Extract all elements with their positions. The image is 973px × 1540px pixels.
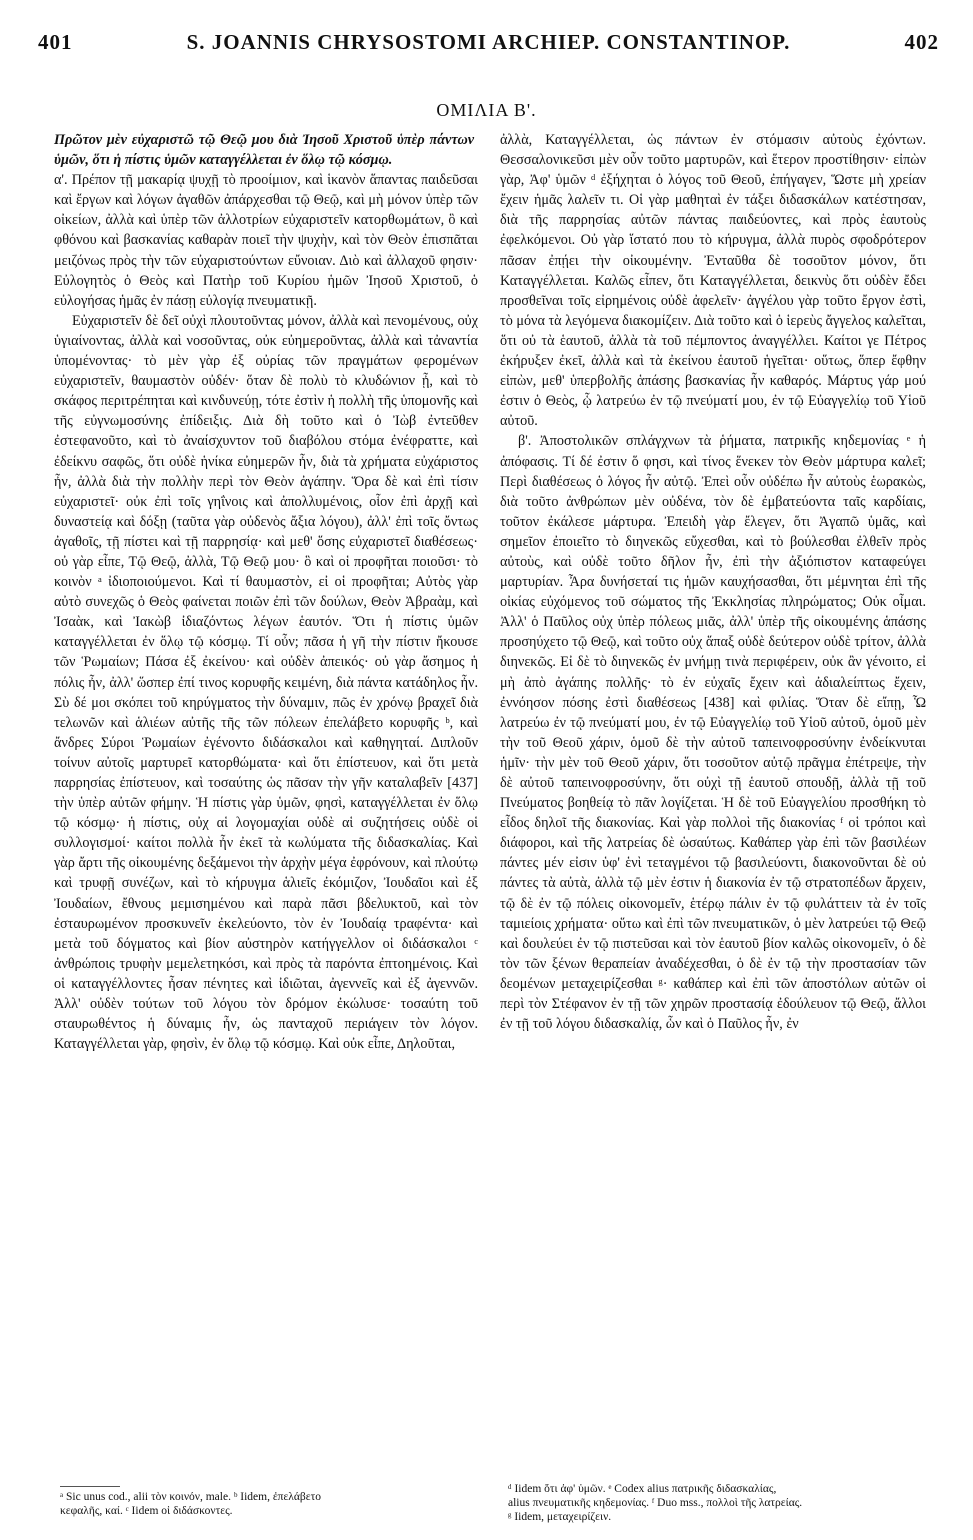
paragraph-beta: β'. Ἀποστολικῶν σπλάγχνων τὰ ῥήματα, πατρικῆς κηδεμονίας ᵉ ἡ ἀπόφασις. Τί δέ ἐστιν ὅ φησι, καὶ τίνος ἕνεκεν τὸν Θεὸν μάρτυρα καλεῖ; Περὶ διαθέσεως ὁ λόγος ἦν αὐτῷ. Ἐπεὶ οὖν οὐδέπω ἦν αὐτοὺς ἑωρακὼς, διὰ τοῦτο ἀνθρώπων μὲν οὐδένα, τὸν δὲ ἐμβατεύοντα ταῖς καρδίαις, τοῦτον ἐκάλεσε μάρτυρα. Ἐπειδὴ γὰρ ἔλεγεν, ὅτι Ἀγαπῶ ὑμᾶς, καὶ σημεῖον ἐποιεῖτο τὸ διηνεκῶς εὔχεσθαι, καὶ τὸ βούλεσθαι ἐλθεῖν πρὸς αὐτοὺς, καὶ οὐδὲ τοῦτο δῆλον ἦν, ἐπὶ τὴν ἀξιόπιστον καταφεύγει μαρτυρίαν. Ἆρα δυνήσεταί τις ἡμῶν καυχήσασθαι, ὅτι μέμνηται ἐπὶ τῆς οἰκίας εὐχόμενος τοῦ σώματος τῆς Ἐκκλησίας πληρώματος; Οὐκ οἶμαι. Ἀλλ' ὁ Παῦλος οὐχ ὑπὲρ πόλεως μιᾶς, ἀλλ' ὑπὲρ τῆς οἰκουμένης ἁπάσης προσηύχετο τῷ Θεῷ, καὶ τοῦτο οὐχ ἅπαξ οὐδὲ δεύτερον οὐδὲ τρίτον, ἀλλὰ διηνεκῶς. Εἰ δὲ τὸ διηνεκῶς ἐν μνήμῃ τινὰ περιφέρειν, οὐκ ἂν γένοιτο, εἰ μὴ ἀπὸ ἀγάπης πολλῆς· τὸ ἐν εὐχαῖς ἔχειν καὶ ἀδιαλείπτως ἔχειν, ἐννόησον πόσης ἐστὶ διαθέσεως [438] καὶ φιλίας. Ὅταν δὲ εἴπῃ, Ὧ λατρεύω ἐν τῷ πνεύματί μου, ἐν τῷ Εὐαγγελίῳ τοῦ Υἱοῦ αὐτοῦ, ὁμοῦ μὲν τὴν τοῦ Θεοῦ χάριν, ὁμοῦ δὲ τὴν αὐτοῦ ταπεινοφροσύνην ἐνδείκνυται ἡμῖν· τὴν μὲν τοῦ Θεοῦ χάριν, ὅτι τοσοῦτον αὐτῷ πρᾶγμα ἐπέτρεψε, τὴν δὲ αὐτοῦ ταπεινοφροσύνην, ὅτι οὐχὶ τῇ ἑαυτοῦ σπουδῇ, ἀλλὰ τῇ τοῦ Πνεύματος βοηθείᾳ τὸ πᾶν λογίζεται. Ἡ δὲ τοῦ Εὐαγγελίου προσθήκη τὸ εἶδος δηλοῖ τῆς διακονίας. Καὶ γὰρ πολλοὶ τῆς διακονίας ᶠ οἱ τρόποι καὶ διάφοροι, καὶ τῆς λατρείας δὲ ὡσαύτως. Καθάπερ γὰρ ἐπὶ τῶν βασιλέων πάντες μέν εἰσιν ὑφ' ἑνὶ τεταγμένοι τῷ βασιλεύοντι, διακονοῦνται δὲ οὐ πάντες τὰ αὐτὰ, ἀλλὰ τῷ μὲν ἐστιν ἡ διακονία ἐν τῷ στρατοπέδων ἄρχειν, τῷ δὲ ἐν τῷ πόλεις οἰκονομεῖν, ἑτέρῳ πάλιν ἐν τῷ φυλάττειν τὰ ἐν τοῖς ταμιείοις χρήματα· οὕτω καὶ ἐπὶ τῶν πνευματικῶν, ὁ μὲν λατρεύει τῷ Θεῷ καὶ δουλεύει ἐν τῷ πιστεῦσαι καὶ τὸν ἑαυτοῦ βίον καλῶς οἰκονομεῖν, ὁ δὲ τὸν τῶν ξένων θεραπείαν ἀναδέχεσθαι, ὁ δὲ ἐν τῷ τὴν προστασίαν τῶν δεομένων μεταχειρίζεσθαι ᵍ· καθάπερ καὶ ἐπὶ τῶν ἀποστόλων αὐτῶν οἱ περὶ τὸν Στέφανον ἐν τῇ τῶν χηρῶν προστασίᾳ ἐδούλευον τῷ Θεῷ, ἄλλοι ἐν τῇ τοῦ λόγου διδασκαλίᾳ, ὧν καὶ ὁ Παῦλος ἦν, ἐν	[500, 433, 926, 1033]
right-column	[500, 130, 926, 1034]
paragraph-continued: ἀλλὰ, Καταγγέλλεται, ὡς πάντων ἐν στόμασιν αὐτοὺς ἐχόντων. Θεσσαλονικεῦσι μὲν οὖν τοῦτο μαρτυρῶν, καὶ ἕτερον προστίθησιν· εἰπὼν γὰρ, Ἀφ' ὑμῶν ᵈ ἐξήχηται ὁ λόγος τοῦ Θεοῦ, ἐπήγαγεν, Ὥστε μὴ χρείαν ἔχειν ἡμᾶς λαλεῖν τι. Οἱ γὰρ μαθηταὶ ἐν τάξει διδασκάλων κατέστησαν, διὰ τῆς παρρησίας αὐτῶν πάντας παιδεύοντες, καὶ πρὸς ἑαυτοὺς ἐφελκόμενοι. Οὐ γὰρ ἵστατό που τὸ κήρυγμα, ἀλλὰ πυρὸς σφοδρότερον πᾶσαν ἐπῄει τὴν οἰκουμένην. Ἐνταῦθα δὲ τοσοῦτον μόνον, ὅτι Καταγγέλλεται. Καλῶς εἶπεν, ὅτι Καταγγέλλεται, δεικνὺς ὅτι οὐδὲν ἔδει προσθεῖναι τοῖς εἰρημένοις οὐδὲ ἀφελεῖν· ἀγγέλου γὰρ τοῦτο ἔργον ἐστὶ, τὸ μόνα τὰ λεγόμενα διακομίζειν. Διὰ τοῦτο καὶ ὁ ἱερεὺς ἄγγελος καλεῖται, ὅτι οὐ τὰ ἑαυτοῦ, ἀλλὰ τὰ τοῦ πέμποντος ἀναγγέλλει. Καίτοι γε Πέτρος ἐκήρυξεν ἐκεῖ, ἀλλὰ καὶ τὰ ἐκείνου ἑαυτοῦ ἡγεῖται· οὕτως, ὅπερ ἔφθην εἰπὼν, μεθ' ὑπερβολῆς ἁπάσης βασκανίας ἦν καθαρός. Μάρτυς γάρ μού ἐστιν ὁ Θεὸς, ᾧ λατρεύω ἐν τῷ πνεύματί μου, ἐν τῷ Εὐαγγελίῳ τοῦ Υἱοῦ αὐτοῦ.	[500, 132, 926, 430]
footnotes-right	[508, 1482, 928, 1524]
footnote-line: ᵃ Sic unus cod., alii τὸν κοινόν, male. ᵇ Iidem, ἐπελάβετο	[60, 1491, 321, 1503]
paragraph-alpha: α'. Πρέπον τῇ μακαρίᾳ ψυχῇ τὸ προοίμιον, καὶ ἱκανὸν ἅπαντας παιδεῦσαι καὶ ἔργων καὶ λόγων ἀγαθῶν ἀπάρχεσθαι τῷ Θεῷ, καὶ μὴ μόνον ὑπὲρ τῶν οἰκείων, ἀλλὰ καὶ ὑπὲρ τῶν ἀλλοτρίων εὐχαριστεῖν κατορθωμάτων, ὃ καὶ φθόνου καὶ βασκανίας καθαρὰν ποιεῖ τὴν ψυχὴν, καὶ τὸν Θεὸν ἐπισπᾶται μειζόνως πρὸς τὴν τῶν εὐχαριστούντων εὔνοιαν. Διὸ καὶ ἀλλαχοῦ φησιν· Εὐλογητὸς ὁ Θεὸς καὶ Πατὴρ τοῦ Κυρίου ἡμῶν Ἰησοῦ Χριστοῦ, ὁ εὐλογήσας ἡμᾶς ἐν πάσῃ εὐλογίᾳ πνευματικῇ.	[54, 172, 478, 309]
left-column	[54, 130, 478, 1054]
footnote-line: ᵈ Iidem ὅτι ἀφ' ὑμῶν. ᵉ Codex alius πατρικῆς διδασκαλίας,	[508, 1483, 777, 1495]
paragraph-thanksgiving: Εὐχαριστεῖν δὲ δεῖ οὐχὶ πλουτοῦντας μόνον, ἀλλὰ καὶ πενομένους, οὐχ ὑγιαίνοντας, ἀλλὰ καὶ νοσοῦντας, οὐκ εὐημεροῦντας, ἀλλὰ καὶ τἀναντία ὑπομένοντας· τὸ μὲν γὰρ ἐξ οὐρίας τῶν πραγμάτων φερομένων εὐχαριστεῖν, θαυμαστὸν οὐδέν· ὅταν δὲ πολὺ τὸ κλυδώνιον ᾖ, καὶ τὸ σκάφος περιτρέπηται καὶ κινδυνεύῃ, τότε ἐστὶν ἡ πολλὴ τῆς ὑπομονῆς καὶ τῆς εὐγνωμοσύνης ἐπίδειξις. Διὰ δὴ τοῦτο καὶ ὁ Ἰὼβ ἐντεῦθεν ἐστεφανοῦτο, καὶ τὸ ἀναίσχυντον τοῦ διαβόλου στόμα ἐνέφραττε, καὶ ἐδείκνυ σαφῶς, ὅτι οὐδὲ ἡνίκα εὐημερῶν ἦν, διὰ τὰ χρήματα εὐχάριστος ἦν, ἀλλὰ διὰ τὴν πολλὴν περὶ τὸν Θεὸν ἀγάπην. Ὅρα δὲ καὶ ἐπὶ τίσιν εὐχαριστεῖ· οὐκ ἐπὶ τοῖς γηΐνοις καὶ ἀπολλυμένοις, οἷον ἐπὶ ἀρχῇ καὶ δυναστείᾳ καὶ δόξῃ (ταῦτα γὰρ οὐδενὸς ἄξια λόγου), ἀλλ' ἐπὶ τοῖς ὄντως ἀγαθοῖς, τῇ πίστει καὶ τῇ παρρησίᾳ· καὶ μεθ' ὅσης εὐχαριστεῖ διαθέσεως· οὐ γὰρ εἶπε, Τῷ Θεῷ, ἀλλὰ, Τῷ Θεῷ μου· ὃ καὶ οἱ προφῆται ποιοῦσι· τὸ κοινὸν ᵃ ἰδιοποιούμενοι. Καὶ τί θαυμαστὸν, εἰ οἱ προφῆται; Αὐτὸς γὰρ αὐτὸ συνεχῶς ὁ Θεὸς φαίνεται ποιῶν ἐπὶ τῶν δούλων, Θεὸν Ἀβραὰμ, καὶ Ἰσαὰκ, καὶ Ἰακὼβ ἰδιαζόντως λέγων ἑαυτόν. Ὅτι ἡ πίστις ὑμῶν καταγγέλλεται ἐν ὅλῳ τῷ κόσμῳ. Τί οὖν; πᾶσα ἡ γῆ τὴν πίστιν ἤκουσε τῶν Ῥωμαίων; Πάσα ἐξ ἐκείνου· καὶ οὐδὲν ἀπεικός· οὐ γὰρ ἄσημος ἡ πόλις ἦν, ἀλλ' ὥσπερ ἐπί τινος κορυφῆς κειμένη, διὰ πάντα κατάδηλος ἦν. Σὺ δέ μοι σκόπει τοῦ κηρύγματος τὴν δύναμιν, πῶς ἐν χρόνῳ βραχεῖ διὰ τελωνῶν καὶ ἁλιέων αὐτῆς τῆς τῶν πόλεων ἐπελάβετο κορυφῆς ᵇ, καὶ ἄνδρες Σύροι Ῥωμαίων ἐγένοντο διδάσκαλοι καὶ καθηγηταί. Διπλοῦν τοίνυν αὐτοῖς μαρτυρεῖ κατορθώματα· καὶ ὅτι ἐπίστευον, καὶ ὅτι μετὰ παρρησίας ἐπίστευον, καὶ τοσαύτης ὡς πᾶσαν τὴν γῆν καταλαβεῖν [437] τὴν ὑπὲρ αὐτῶν φήμην. Ἡ πίστις γὰρ ὑμῶν, φησὶ, καταγγέλλεται ἐν ὅλῳ τῷ κόσμῳ· ἡ πίστις, οὐχ αἱ λογομαχίαι οὐδὲ αἱ συζητήσεις οὐδὲ οἱ συλλογισμοί· καίτοι πολλὰ ἦν ἐκεῖ τὰ κωλύματα τῆς διδασκαλίας. Καὶ γὰρ ἄρτι τῆς οἰκουμένης δεξάμενοι τὴν ἀρχὴν μέγα ἐφρόνουν, καὶ πλούτῳ καὶ τρυφῇ συνέζων, καὶ τὸ κήρυγμα ἁλιεῖς ἐκόμιζον, Ἰουδαῖοι καὶ ἐξ Ἰουδαίων, ἔθνους μεμισημένου καὶ παρὰ πᾶσι βδελυκτοῦ, καὶ τὸν ἐσταυρωμένον προσκυνεῖν ἐκελεύοντο, τὸν ἐν Ἰουδαίᾳ τραφέντα· καὶ μετὰ τοῦ δόγματος καὶ βίον αὐστηρὸν κατήγγελλον οἱ διδάσκαλοι ᶜ ἀνθρώποις τρυφὴν μεμελετηκόσι, καὶ πρὸς τὰ παρόντα ἐπτοημένοις. Καὶ οἱ καταγγέλλοντες ἦσαν πένητες καὶ ἰδιῶται, ἀγεννεῖς καὶ ἐξ ἀγεννῶν. Ἀλλ' οὐδὲν τούτων τοῦ λόγου τὸν δρόμον ἐκώλυσε· τοσαύτη τοῦ σταυρωθέντος ἡ δύναμις ἦν, ὡς πανταχοῦ περιάγειν τὸν λόγον. Καταγγέλλεται γὰρ, φησὶν, ἐν ὅλῳ τῷ κόσμῳ. Καὶ οὐκ εἶπε, Δηλοῦται,	[54, 312, 478, 1053]
running-title: S. JOANNIS CHRYSOSTOMI ARCHIEP. CONSTANTINOP.	[186, 30, 791, 54]
footnote-rule-left	[60, 1486, 120, 1487]
page-number-left: 401	[38, 30, 73, 54]
footnotes-left	[60, 1490, 480, 1518]
footnote-line: alius πνευματικῆς κηδεμονίας. ᶠ Duo mss., πολλοὶ τῆς λατρείας.	[508, 1497, 803, 1509]
footnote-line: κεφαλῆς, καί. ᶜ Iidem οἱ διδάσκοντες.	[60, 1505, 233, 1517]
running-head	[38, 30, 939, 62]
verse-summary: Πρῶτον μὲν εὐχαριστῶ τῷ Θεῷ μου διὰ Ἰησοῦ Χριστοῦ ὑπὲρ πάντων ὑμῶν, ὅτι ἡ πίστις ὑμῶν καταγγέλλεται ἐν ὅλῳ τῷ κόσμῳ.	[54, 132, 474, 169]
footnote-line: ᵍ Iidem, μεταχειρίζειν.	[508, 1511, 612, 1523]
homily-title: ΟΜΙΛΙΑ Β'.	[436, 100, 537, 120]
page-number-right: 402	[904, 30, 939, 54]
